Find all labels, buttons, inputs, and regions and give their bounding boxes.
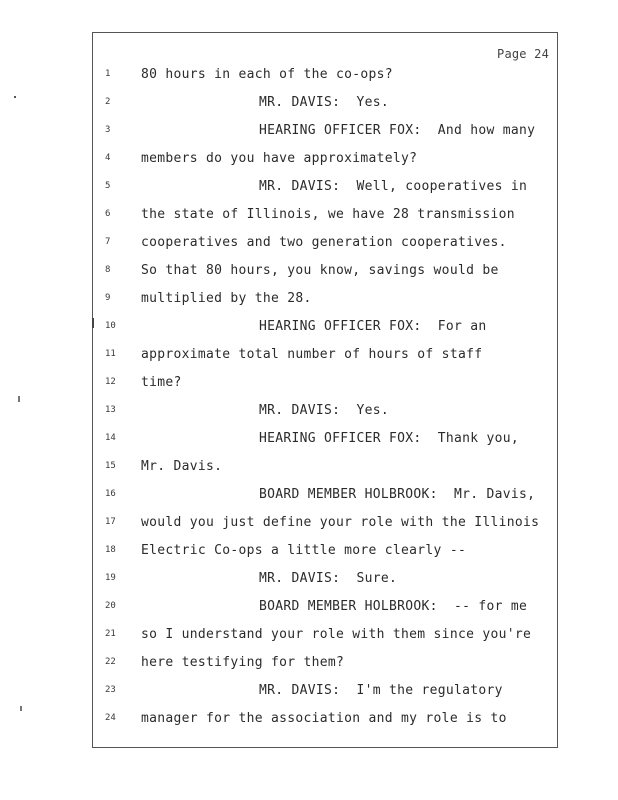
line-number: 15 xyxy=(105,461,116,471)
transcript-line: HEARING OFFICER FOX: And how many xyxy=(259,123,536,138)
line-number: 21 xyxy=(105,629,116,639)
transcript-line: BOARD MEMBER HOLBROOK: Mr. Davis, xyxy=(259,487,536,502)
transcript-line: MR. DAVIS: Well, cooperatives in xyxy=(259,179,528,194)
transcript-line: MR. DAVIS: Yes. xyxy=(259,403,390,418)
transcript-line: time? xyxy=(141,375,182,390)
line-number: 2 xyxy=(105,97,111,107)
line-number: 24 xyxy=(105,713,116,723)
line-number: 19 xyxy=(105,573,116,583)
transcript-line: So that 80 hours, you know, savings would be xyxy=(141,263,499,278)
transcript-line: members do you have approximately? xyxy=(141,151,418,166)
line-number: 18 xyxy=(105,545,116,555)
transcript-line: 80 hours in each of the co-ops? xyxy=(141,67,393,82)
transcript-line: HEARING OFFICER FOX: Thank you, xyxy=(259,431,520,446)
line-number: 14 xyxy=(105,433,116,443)
transcript-line: HEARING OFFICER FOX: For an xyxy=(259,319,487,334)
line-number: 13 xyxy=(105,405,116,415)
line-number: 17 xyxy=(105,517,116,527)
transcript-line: would you just define your role with the Illinois xyxy=(141,515,540,530)
line-number: 10 xyxy=(105,321,116,331)
transcript-line: MR. DAVIS: Yes. xyxy=(259,95,390,110)
transcript-line: the state of Illinois, we have 28 transmission xyxy=(141,207,515,222)
scan-speck xyxy=(14,96,16,98)
transcript-line: manager for the association and my role is to xyxy=(141,711,507,726)
page-number: Page 24 xyxy=(497,47,549,61)
line-number: 16 xyxy=(105,489,116,499)
scan-mark xyxy=(18,396,20,402)
transcript-line: multiplied by the 28. xyxy=(141,291,312,306)
transcript-line: BOARD MEMBER HOLBROOK: -- for me xyxy=(259,599,528,614)
scan-mark xyxy=(20,706,22,711)
transcript-line: cooperatives and two generation cooperatives. xyxy=(141,235,507,250)
transcript-line: Electric Co-ops a little more clearly -- xyxy=(141,543,467,558)
line-number: 12 xyxy=(105,377,116,387)
transcript-line: MR. DAVIS: Sure. xyxy=(259,571,398,586)
line-number: 5 xyxy=(105,181,111,191)
scan-mark xyxy=(92,318,94,328)
transcript-page xyxy=(92,32,558,748)
line-number: 11 xyxy=(105,349,116,359)
transcript-line: approximate total number of hours of staff xyxy=(141,347,483,362)
transcript-line: so I understand your role with them since you're xyxy=(141,627,532,642)
line-number: 8 xyxy=(105,265,111,275)
transcript-line: here testifying for them? xyxy=(141,655,345,670)
line-number: 23 xyxy=(105,685,116,695)
line-number: 1 xyxy=(105,69,111,79)
line-number: 7 xyxy=(105,237,111,247)
line-number: 9 xyxy=(105,293,111,303)
transcript-line: Mr. Davis. xyxy=(141,459,223,474)
line-number: 4 xyxy=(105,153,111,163)
line-number: 22 xyxy=(105,657,116,667)
line-number: 3 xyxy=(105,125,111,135)
transcript-line: MR. DAVIS: I'm the regulatory xyxy=(259,683,503,698)
line-number: 20 xyxy=(105,601,116,611)
line-number: 6 xyxy=(105,209,111,219)
